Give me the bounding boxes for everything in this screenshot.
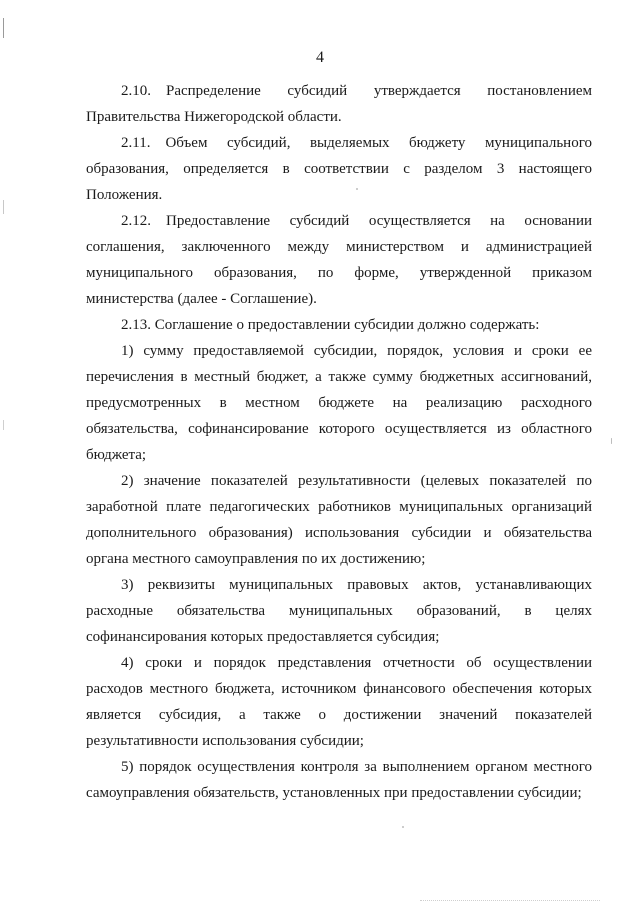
scan-dust	[356, 188, 358, 190]
list-item-4: 4) сроки и порядок представления отчетности об осуществлении расходов местного бюджета, источником финансового обеспечения которых является субсидия, а также о достижении значений показателей результативности использования субсидии;	[86, 655, 592, 749]
list-item-2: 2) значение показателей результативности (целевых показателей по заработной плате педагогических работников муниципальных организаций дополнительного образования) использования субсидии и обязательства органа местного самоуправления по их достижению;	[86, 473, 592, 567]
paragraph-2-13: 2.13. Соглашение о предоставлении субсидии должно содержать:	[121, 317, 540, 333]
paragraph-2-12: 2.12. Предоставление субсидий осуществляется на основании соглашения, заключенного между министерством и администрацией муниципального образования, по форме, утвержденной приказом министерства (далее - Соглашение).	[86, 213, 592, 307]
scan-edge-mark	[3, 200, 4, 214]
paragraph-2-10: 2.10. Распределение субсидий утверждается постановлением Правительства Нижегородской области.	[86, 83, 592, 125]
list-item-5: 5) порядок осуществления контроля за выполнением органом местного самоуправления обязательств, установленных при предоставлении субсидии;	[86, 759, 592, 801]
page-number: 4	[316, 49, 324, 66]
scan-edge-mark	[3, 18, 4, 38]
scan-edge-mark	[3, 420, 4, 430]
list-item-3: 3) реквизиты муниципальных правовых актов, устанавливающих расходные обязательства муниципальных образований, в целях софинансирования которых предоставляется субсидия;	[86, 577, 592, 645]
document-body	[86, 78, 592, 806]
scan-footer-artifact	[420, 900, 600, 901]
scan-dust	[402, 826, 404, 828]
paragraph-2-11: 2.11. Объем субсидий, выделяемых бюджету муниципального образования, определяется в соответствии с разделом 3 настоящего Положения.	[86, 135, 592, 203]
list-item-1: 1) сумму предоставляемой субсидии, порядок, условия и сроки ее перечисления в местный бюджет, а также сумму бюджетных ассигнований, предусмотренных в местном бюджете на реализацию расходного обязательства, софинансирование которого осуществляется из областного бюджета;	[86, 343, 592, 463]
scan-dust	[611, 438, 612, 444]
